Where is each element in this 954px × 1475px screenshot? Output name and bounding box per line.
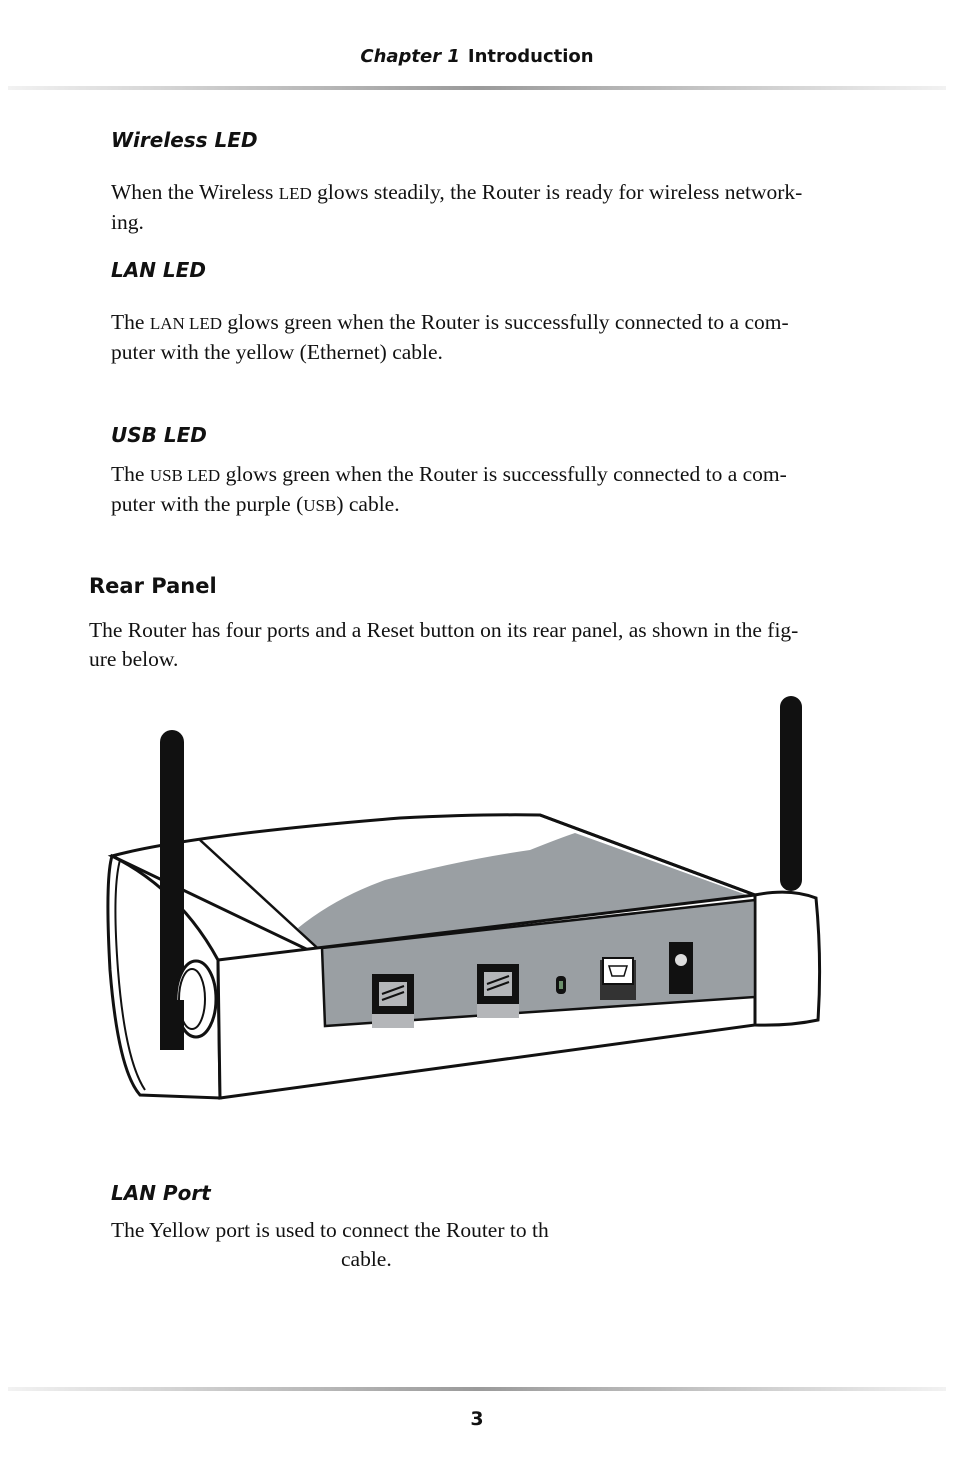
lan-led-paragraph bbox=[111, 308, 871, 367]
chapter-label: Chapter 1 bbox=[360, 46, 460, 67]
chapter-title: Introduction bbox=[467, 46, 594, 67]
text-run: ) cable. bbox=[336, 492, 400, 516]
lan-led-heading: LAN LED bbox=[111, 258, 206, 282]
wireless-led-paragraph bbox=[111, 178, 871, 237]
lan-port-1-icon bbox=[372, 974, 414, 1028]
usb-led-line-1 bbox=[111, 460, 871, 490]
wireless-led-line-1 bbox=[111, 178, 871, 208]
footer-rule bbox=[8, 1387, 946, 1391]
small-caps-run: USB LED bbox=[149, 466, 221, 485]
text-run: glows green when the Router is successfully connected to a com- bbox=[222, 310, 789, 334]
rear-panel-paragraph bbox=[89, 616, 879, 674]
rear-panel-heading: Rear Panel bbox=[89, 574, 217, 598]
router-right-cap bbox=[755, 892, 820, 1025]
lan-port-heading: LAN Port bbox=[111, 1181, 211, 1205]
lan-port-line-2: cable. bbox=[341, 1247, 392, 1271]
lan-port-paragraph bbox=[111, 1216, 871, 1274]
rear-panel-line-2: ure below. bbox=[89, 647, 179, 671]
text-run: When the Wireless bbox=[111, 180, 279, 204]
text-run: The bbox=[111, 462, 150, 486]
router-rear-panel-figure bbox=[100, 690, 830, 1110]
text-run: glows steadily, the Router is ready for wireless network- bbox=[311, 180, 803, 204]
lan-led-line-2: puter with the yellow (Ethernet) cable. bbox=[111, 340, 443, 364]
lan-port-line-1: The Yellow port is used to connect the Router to th bbox=[111, 1218, 549, 1242]
wireless-led-line-2: ing. bbox=[111, 210, 144, 234]
usb-led-line-2 bbox=[111, 490, 871, 520]
lan-led-line-1 bbox=[111, 308, 871, 338]
small-caps-run: USB bbox=[303, 496, 337, 515]
lan-port-2-icon bbox=[477, 964, 519, 1018]
header-rule bbox=[8, 86, 946, 90]
page-number: 3 bbox=[470, 1408, 484, 1430]
right-antenna-icon bbox=[780, 696, 802, 891]
wireless-led-heading: Wireless LED bbox=[111, 128, 258, 152]
text-run: puter with the purple ( bbox=[111, 492, 304, 516]
usb-port-icon bbox=[600, 958, 636, 1000]
running-header bbox=[0, 46, 954, 67]
text-run: The bbox=[111, 310, 150, 334]
rear-panel-line-1: The Router has four ports and a Reset button on its rear panel, as shown in the fig- bbox=[89, 618, 799, 642]
small-caps-run: LED bbox=[278, 184, 312, 203]
power-jack-icon bbox=[669, 942, 693, 994]
usb-led-heading: USB LED bbox=[111, 423, 207, 447]
small-caps-run: LAN LED bbox=[149, 314, 223, 333]
usb-led-paragraph bbox=[111, 460, 871, 520]
text-run: glows green when the Router is successfully connected to a com- bbox=[220, 462, 787, 486]
